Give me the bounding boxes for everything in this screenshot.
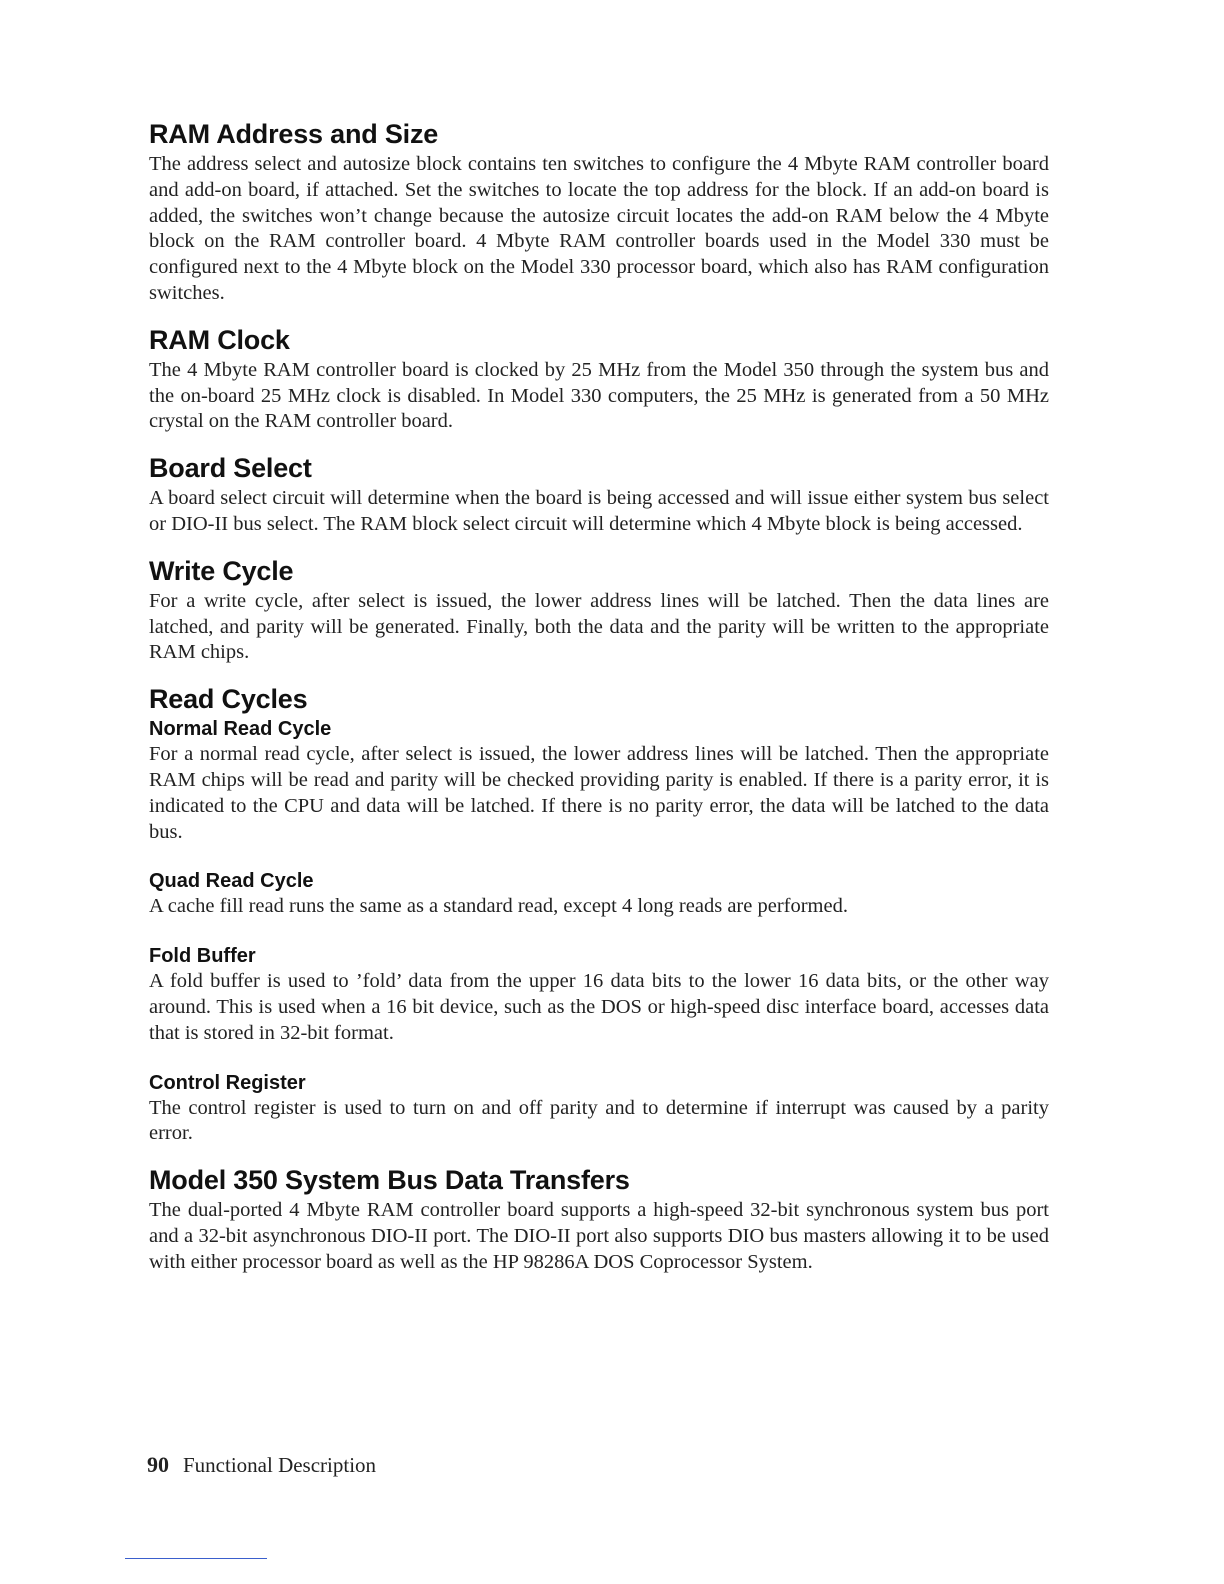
- paragraph-board-select: A board select circuit will determine when the board is being accessed and will issue either system bus select or DIO-II bus select. The RAM block select circuit will determine which 4 Mbyte block is being accessed.: [149, 487, 1049, 535]
- paragraph-fold-buffer: A fold buffer is used to ’fold’ data from the upper 16 data bits to the lower 16 data bits, or the other way around. This is used when a 16 bit device, such as the DOS or high-speed disc interface board, accesses data that is stored in 32-bit format.: [149, 970, 1049, 1044]
- subheading-normal-read-cycle: Normal Read Cycle: [149, 718, 332, 741]
- subheading-control-register: Control Register: [149, 1071, 306, 1094]
- paragraph-control-register: The control register is used to turn on and off parity and to determine if interrupt was caused by a parity error.: [149, 1096, 1049, 1145]
- heading-model-350-system-bus: Model 350 System Bus Data Transfers: [149, 1165, 630, 1196]
- heading-write-cycle: Write Cycle: [149, 555, 294, 586]
- heading-read-cycles: Read Cycles: [149, 684, 308, 715]
- page-footer: [147, 1452, 376, 1478]
- heading-board-select: Board Select: [149, 453, 312, 484]
- paragraph-normal-read-cycle: For a normal read cycle, after select is issued, the lower address lines will be latched. Then the appropriate RAM chips will be read and parity will be checked providing parity is enabled. If there is a parity error, it is indicated to the CPU and data will be latched. If there is no parity error, the data will be latched to the data bus.: [149, 743, 1049, 843]
- bottom-divider: [125, 1558, 267, 1559]
- subheading-quad-read-cycle: Quad Read Cycle: [149, 870, 314, 893]
- paragraph-ram-address-and-size: The address select and autosize block contains ten switches to configure the 4 Mbyte RAM controller board and add-on board, if attached. Set the switches to locate the top address for the block. If an add-on board is added, the switches won’t change because the autosize circuit locates the add-on RAM below the 4 Mbyte block on the RAM controller board. 4 Mbyte RAM controller boards used in the Model 330 must be configured next to the 4 Mbyte block on the Model 330 processor board, which also has RAM configuration switches.: [149, 153, 1049, 304]
- heading-ram-clock: RAM Clock: [149, 324, 290, 355]
- paragraph-quad-read-cycle: A cache fill read runs the same as a standard read, except 4 long reads are performed.: [149, 895, 848, 918]
- page-content: [149, 118, 1049, 1276]
- page-number: 90: [147, 1452, 169, 1477]
- paragraph-model-350-system-bus: The dual-ported 4 Mbyte RAM controller board supports a high-speed 32-bit synchronous system bus port and a 32-bit asynchronous DIO-II port. The DIO-II port also supports DIO bus masters allowing it to be used with either processor board as well as the HP 98286A DOS Coprocessor System.: [149, 1199, 1049, 1273]
- paragraph-write-cycle: For a write cycle, after select is issued, the lower address lines will be latched. Then the data lines are latched, and parity will be generated. Finally, both the data and the parity will be written to the appropriate RAM chips.: [149, 589, 1049, 664]
- subheading-fold-buffer: Fold Buffer: [149, 945, 256, 968]
- paragraph-ram-clock: The 4 Mbyte RAM controller board is clocked by 25 MHz from the Model 350 through the system bus and the on-board 25 MHz clock is disabled. In Model 330 computers, the 25 MHz is generated from a 50 MHz crystal on the RAM controller board.: [149, 358, 1049, 433]
- chapter-title: Functional Description: [183, 1453, 377, 1477]
- heading-ram-address-and-size: RAM Address and Size: [149, 119, 439, 149]
